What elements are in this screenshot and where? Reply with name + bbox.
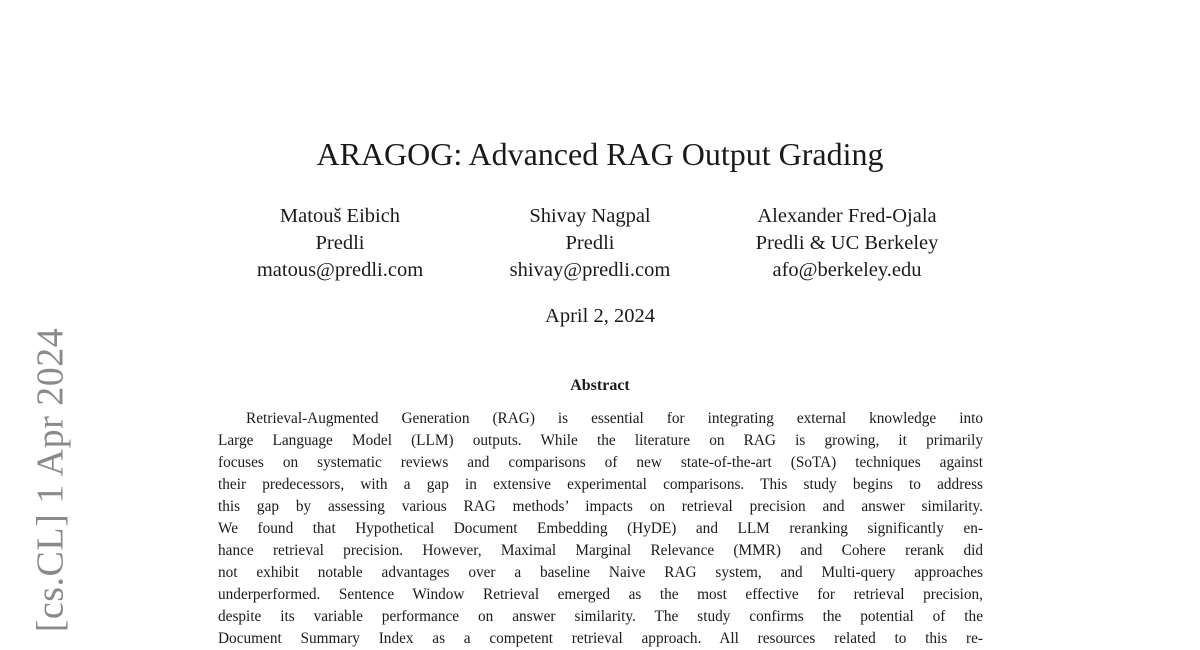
abstract-line: Large Language Model (LLM) outputs. While the literature on RAG is growing, it primarily [218,432,983,449]
author-affiliation: Predli [315,232,365,254]
abstract-line: focuses on systematic reviews and comparisons of new state-of-the-art (SoTA) techniques against [218,454,983,471]
author-3 [727,203,967,284]
author-name: Matouš Eibich [279,205,401,227]
abstract-line: not exhibit notable advantages over a baseline Naive RAG system, and Multi-query approaches [218,564,983,581]
author-affiliation: Predli & UC Berkeley [755,232,939,254]
arxiv-stamp-text: [cs.CL] 1 Apr 2024 [29,327,72,633]
arxiv-stamp [28,320,73,640]
abstract-line: underperformed. Sentence Window Retrieval emerged as the most effective for retrieval precision, [218,586,983,603]
abstract-body [218,408,983,650]
abstract-line: despite its variable performance on answer similarity. The study confirms the potential of the [218,608,983,625]
author-email[interactable]: shivay@predli.com [509,259,671,281]
author-email[interactable]: matous@predli.com [256,259,424,281]
author-1 [240,203,440,284]
author-2 [490,203,690,284]
author-affiliation: Predli [565,232,615,254]
author-block [0,203,1200,287]
abstract-line: Retrieval-Augmented Generation (RAG) is essential for integrating external knowledge into [246,410,983,427]
author-email[interactable]: afo@berkeley.edu [772,259,922,281]
abstract-line: hance retrieval precision. However, Maximal Marginal Relevance (MMR) and Cohere rerank did [218,542,983,559]
abstract-line: their predecessors, with a gap in extensive experimental comparisons. This study begins to address [218,476,983,493]
abstract-line: We found that Hypothetical Document Embedding (HyDE) and LLM reranking significantly en- [218,520,983,537]
author-name: Shivay Nagpal [529,205,651,227]
abstract-line: this gap by assessing various RAG methods’ impacts on retrieval precision and answer similarity. [218,498,983,515]
author-name: Alexander Fred-Ojala [757,205,937,227]
paper-title: ARAGOG: Advanced RAG Output Grading [316,136,884,172]
abstract-line: Document Summary Index as a competent retrieval approach. All resources related to this re- [218,630,983,647]
abstract-heading: Abstract [570,377,630,394]
publication-date: April 2, 2024 [545,305,655,327]
